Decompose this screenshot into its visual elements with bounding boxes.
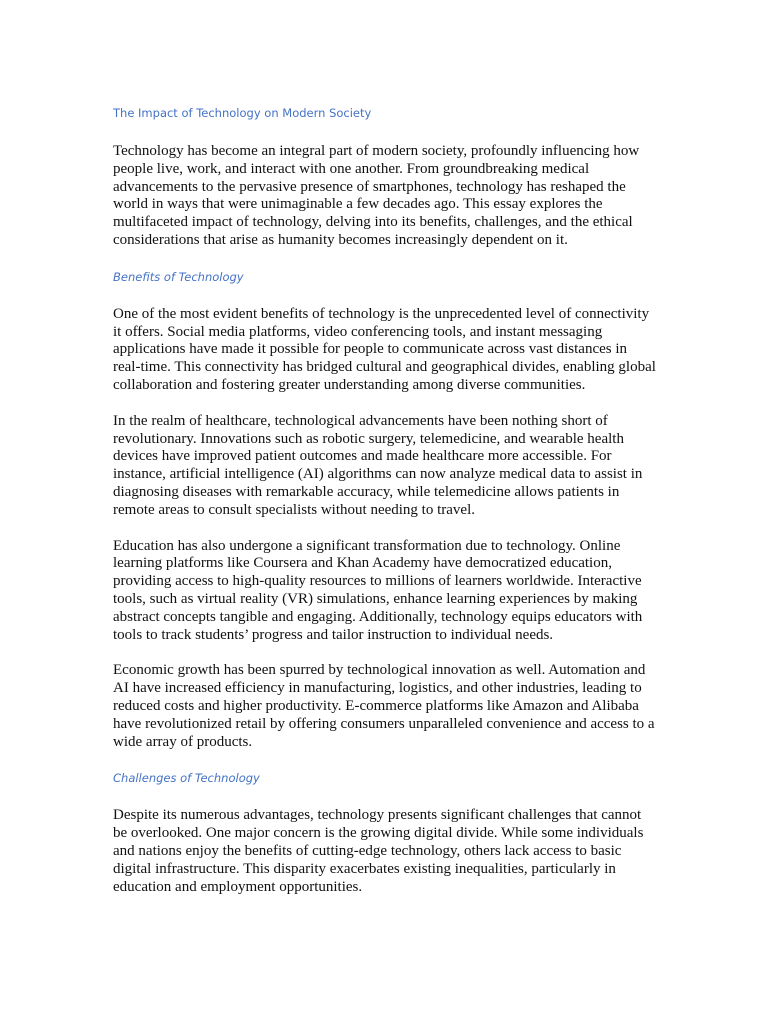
section-heading-benefits: Benefits of Technology: [113, 269, 244, 284]
section-heading-challenges: Challenges of Technology: [113, 771, 260, 786]
intro-paragraph: Technology has become an integral part of modern society, profoundly influencing how people live, work, and interact with one another. From groundbreaking medical advancements to the pervasive presence of smartphones, technology has reshaped the world in ways that were unimaginable a few decades ago. This essay explores the multifaceted impact of technology, delving into its benefits, challenges, and the ethical considerations that arise as humanity becomes increasingly dependent on it.: [113, 143, 640, 248]
document-page: [113, 104, 658, 914]
benefits-paragraph-education: Education has also undergone a significant transformation due to technology. Online learning platforms like Coursera and Khan Academy have democratized education, providing access to high-quality resources to millions of learners worldwide. Interactive tools, such as virtual reality (VR) simulations, enhance learning experiences by making abstract concepts tangible and engaging. Additionally, technology equips educators with tools to track students’ progress and tailor instruction to individual needs.: [113, 537, 643, 643]
benefits-paragraph-economy: Economic growth has been spurred by technological innovation as well. Automation and AI have increased efficiency in manufacturing, logistics, and other industries, leading to reduced costs and higher productivity. E-commerce platforms like Amazon and Alibaba have revolutionized retail by offering consumers unparalleled convenience and access to a wide array of products.: [113, 662, 655, 750]
document-title: The Impact of Technology on Modern Society: [113, 106, 372, 120]
challenges-paragraph-digital-divide: Despite its numerous advantages, technology presents significant challenges that cannot be overlooked. One major concern is the growing digital divide. While some individuals and nations enjoy the benefits of cutting-edge technology, others lack access to basic digital infrastructure. This disparity exacerbates existing inequalities, particularly in education and employment opportunities.: [113, 807, 644, 895]
benefits-paragraph-connectivity: One of the most evident benefits of technology is the unprecedented level of connectivity it offers. Social media platforms, video conferencing tools, and instant messaging applications have made it possible for people to communicate across vast distances in real-time. This connectivity has bridged cultural and geographical divides, enabling global collaboration and fostering greater understanding among diverse communities.: [113, 305, 656, 393]
benefits-paragraph-healthcare: In the realm of healthcare, technological advancements have been nothing short of revolutionary. Innovations such as robotic surgery, telemedicine, and wearable health devices have improved patient outcomes and made healthcare more accessible. For instance, artificial intelligence (AI) algorithms can now analyze medical data to assist in diagnosing diseases with remarkable accuracy, while telemedicine allows patients in remote areas to consult specialists without needing to travel.: [113, 412, 643, 518]
